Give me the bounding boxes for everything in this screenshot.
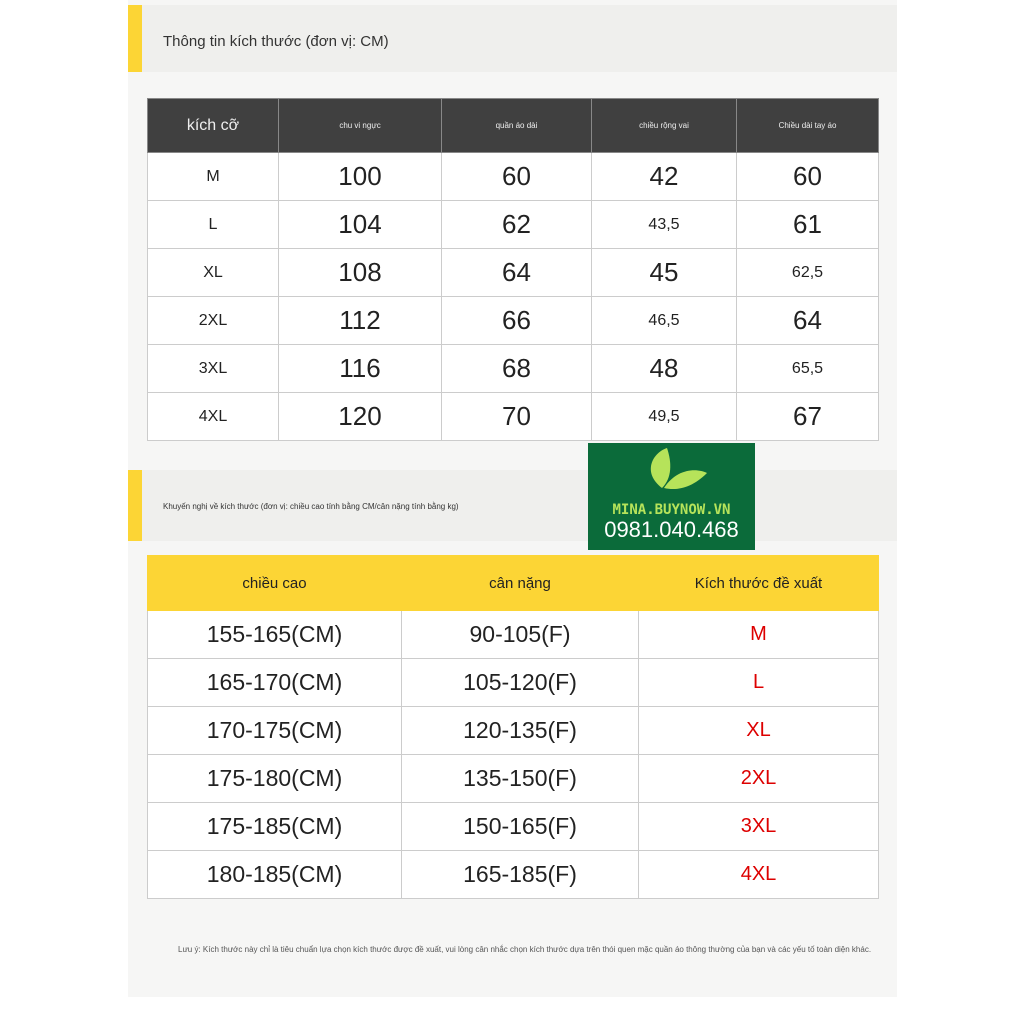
shop-logo bbox=[588, 443, 755, 550]
table-cell: 120 bbox=[279, 393, 442, 441]
accent-bar bbox=[128, 5, 142, 72]
footnote: Lưu ý: Kích thước này chỉ là tiêu chuẩn lựa chọn kích thước được đề xuất, vui lòng cân nhắc chọn kích thước dựa trên thói quen mặc quần áo thông thường của bạn và các yếu tố toàn diện khác. bbox=[178, 945, 872, 954]
table-row bbox=[148, 611, 879, 659]
table-cell: 60 bbox=[737, 153, 879, 201]
table-cell: L bbox=[148, 201, 279, 249]
table-cell: 66 bbox=[442, 297, 592, 345]
column-header: Chiều dài tay áo bbox=[737, 99, 879, 153]
table-cell: 165-185(F) bbox=[402, 851, 639, 899]
column-header: chu vi ngực bbox=[279, 99, 442, 153]
column-header: chiều rộng vai bbox=[592, 99, 737, 153]
table-cell: M bbox=[148, 153, 279, 201]
table-row bbox=[148, 803, 879, 851]
column-header: quần áo dài bbox=[442, 99, 592, 153]
section-title: Thông tin kích thước (đơn vị: CM) bbox=[163, 33, 389, 50]
table-cell: 64 bbox=[442, 249, 592, 297]
table-cell: M bbox=[639, 611, 879, 659]
table-cell: XL bbox=[148, 249, 279, 297]
table-cell: 43,5 bbox=[592, 201, 737, 249]
table-row bbox=[148, 755, 879, 803]
table-cell: 62 bbox=[442, 201, 592, 249]
table-cell: 60 bbox=[442, 153, 592, 201]
section-title: Khuyến nghị về kích thước (đơn vị: chiều cao tính bằng CM/cân nặng tính bằng kg) bbox=[163, 502, 459, 511]
table-cell: 165-170(CM) bbox=[148, 659, 402, 707]
table-row bbox=[148, 297, 879, 345]
table-cell: 112 bbox=[279, 297, 442, 345]
table-cell: 175-180(CM) bbox=[148, 755, 402, 803]
table-cell: 70 bbox=[442, 393, 592, 441]
column-header: kích cỡ bbox=[148, 99, 279, 153]
logo-site: MINA.BUYNOW.VN bbox=[612, 502, 731, 518]
table-cell: XL bbox=[639, 707, 879, 755]
table-row bbox=[148, 393, 879, 441]
accent-bar bbox=[128, 470, 142, 541]
table-cell: 180-185(CM) bbox=[148, 851, 402, 899]
table-cell: 65,5 bbox=[737, 345, 879, 393]
column-header: Kích thước đề xuất bbox=[639, 556, 879, 611]
logo-phone: 0981.040.468 bbox=[604, 517, 739, 542]
table-cell: 100 bbox=[279, 153, 442, 201]
column-header: cân nặng bbox=[402, 556, 639, 611]
table-cell: 120-135(F) bbox=[402, 707, 639, 755]
table-cell: 170-175(CM) bbox=[148, 707, 402, 755]
table-row bbox=[148, 707, 879, 755]
recommendation-header bbox=[128, 470, 897, 541]
size-info-header bbox=[128, 5, 897, 72]
table-cell: 2XL bbox=[148, 297, 279, 345]
table-cell: 62,5 bbox=[737, 249, 879, 297]
table-cell: 175-185(CM) bbox=[148, 803, 402, 851]
table-cell: 45 bbox=[592, 249, 737, 297]
leaf-icon bbox=[632, 443, 712, 503]
table-cell: 49,5 bbox=[592, 393, 737, 441]
table-cell: 104 bbox=[279, 201, 442, 249]
table-cell: 67 bbox=[737, 393, 879, 441]
table-cell: L bbox=[639, 659, 879, 707]
table-cell: 108 bbox=[279, 249, 442, 297]
table-cell: 105-120(F) bbox=[402, 659, 639, 707]
table-row bbox=[148, 345, 879, 393]
table-cell: 4XL bbox=[639, 851, 879, 899]
table-cell: 90-105(F) bbox=[402, 611, 639, 659]
size-table bbox=[147, 98, 879, 441]
table-cell: 155-165(CM) bbox=[148, 611, 402, 659]
table-cell: 64 bbox=[737, 297, 879, 345]
recommendation-table bbox=[147, 555, 879, 899]
table-cell: 150-165(F) bbox=[402, 803, 639, 851]
table-cell: 3XL bbox=[148, 345, 279, 393]
table-row bbox=[148, 659, 879, 707]
table-cell: 2XL bbox=[639, 755, 879, 803]
table-cell: 135-150(F) bbox=[402, 755, 639, 803]
table-row bbox=[148, 249, 879, 297]
table-row bbox=[148, 851, 879, 899]
table-cell: 48 bbox=[592, 345, 737, 393]
table-cell: 46,5 bbox=[592, 297, 737, 345]
table-row bbox=[148, 153, 879, 201]
table-cell: 3XL bbox=[639, 803, 879, 851]
table-cell: 61 bbox=[737, 201, 879, 249]
column-header: chiều cao bbox=[148, 556, 402, 611]
table-cell: 116 bbox=[279, 345, 442, 393]
table-cell: 4XL bbox=[148, 393, 279, 441]
table-cell: 68 bbox=[442, 345, 592, 393]
table-cell: 42 bbox=[592, 153, 737, 201]
table-row bbox=[148, 201, 879, 249]
